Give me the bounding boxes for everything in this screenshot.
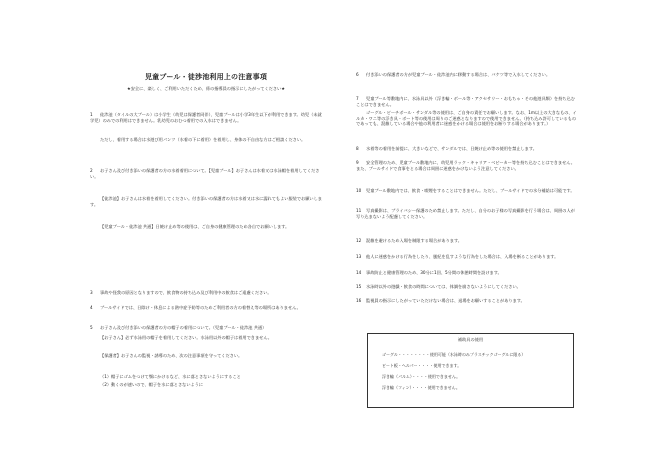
document-subtitle: ★安全に、楽しく、ご利用いただくため、係の指導員の指示にしたがってください★	[126, 86, 285, 91]
left-item-text: 【保護者】お子さんの監視・誘導のため、次の注意事項を守ってください。	[100, 353, 243, 358]
right-item	[356, 110, 578, 127]
left-item-text: プールサイドでは、日除け・休息による熱中症予防等のためご利用者の方の着替え等の場所はありません。	[100, 305, 301, 310]
right-item-number: 12	[356, 238, 362, 243]
right-item-text: 他人に迷惑をかける行為をしたり、風紀を乱すような行為をした場合は、入場を断ることがあります。	[366, 254, 559, 259]
left-item-text: ただし、着用する場合は水遊び用パンツ（水着の下に着用）を着用し、身体の不自由な方はご相談ください。	[100, 137, 306, 142]
left-item	[90, 224, 322, 230]
equipment-row: 浮き輪（フィン）・・・・使用できません。	[382, 385, 460, 390]
equipment-box	[367, 333, 574, 408]
right-item	[356, 160, 578, 171]
right-item	[356, 72, 578, 78]
left-item	[90, 382, 322, 388]
right-item	[356, 96, 578, 107]
equipment-row: ゴーグル・・・・・・・・使用可能（水泳時のみプラスチックゴーグルに限る）	[382, 352, 526, 357]
right-item	[356, 254, 578, 260]
right-item	[356, 284, 578, 290]
left-item-number: 4	[90, 305, 93, 310]
left-item-text: 【徒渉池】お子さんは水着を着用してください。付き添いの保護者の方は水着又は水に濡れてもよい服装でお願いします。	[90, 196, 322, 207]
equipment-box-title: 補助具の使用	[457, 337, 484, 342]
left-item-number: 2	[90, 168, 93, 173]
right-item-number: 7	[356, 96, 359, 101]
left-item	[90, 290, 322, 296]
equipment-row: ビート板・ヘルパー・・・・使用できます。	[382, 363, 462, 368]
left-item-number: 1	[90, 112, 93, 117]
right-item	[356, 146, 578, 152]
right-item-number: 11	[356, 208, 362, 213]
left-item-text: 【児童プール・徒渉池 共通】日焼け止め等の使用は、ご自身の健康管理のため各自でお願いします。	[100, 224, 290, 229]
right-item-number: 15	[356, 284, 362, 289]
right-item-text: ゴーグル・ビーチボール・サンダル等の使用は、ご自身の責任でお願いします。なお、1m以上の大きなもの、イルカ・ワニ等の浮き具・ボート等の使用は周りのご迷惑となりますので使用できません。（持ち込み許可しているものであっても、混雑している場合や他の利用者に迷惑をかける場合は使用をお断りする場合があります。）	[356, 110, 577, 127]
right-item-number: 13	[356, 254, 362, 259]
right-item-text: 水着等の着用を前提に、大きいなどで、サンダルでは、日焼け止め等の使用を禁止します。	[366, 146, 537, 151]
right-item-number: 6	[356, 72, 359, 77]
right-item-number: 14	[356, 270, 362, 275]
right-item-text: 混雑を避けるため入場を制限する場合があります。	[366, 238, 462, 243]
right-item	[356, 298, 578, 304]
right-item-text: 写真撮影は、プライバシー保護のため禁止します。ただし、自分のお子様の写真撮影を行う場合は、周囲の人が写り込まないよう配慮してください。	[356, 208, 575, 219]
left-item	[90, 196, 322, 207]
right-item-text: 事故防止と健康管理のため、30分に1回、5分間の休憩時間を設けます。	[366, 270, 502, 275]
right-item-number: 10	[356, 188, 362, 193]
left-item-text: 【お子さん】必ず水泳用の帽子を着用してください。水泳用以外の帽子は着用できません。	[100, 335, 272, 340]
right-item-text: 水泳時以外の遊戯・飲食の時間については、体調を崩さないようにしてください。	[366, 284, 521, 289]
left-item	[90, 374, 322, 380]
right-item-text: 安全管理のため、児童プール敷地内に、幼児用ラック・キャリア・ベビーカー等を持ち込むことはできません。また、プールサイドで食事をとる場合は周囲に迷惑をかけないよう注意してください。	[356, 160, 575, 171]
left-item-text: 徒渉池（タイルの大プール）は小学生（幼児は保護者同伴）、児童プールは小学3年生以下が利用できます。幼児（未就学児）のみでの利用はできません。乳幼児のおむつ着用での入水はできません。	[90, 112, 322, 123]
left-item-text: 事故や怪我の原因となりますので、飲食物の持ち込み及び利用中の飲食はご遠慮ください。	[100, 290, 272, 295]
left-item-number: 3	[90, 290, 93, 295]
right-item-text: 監視員の指示にしたがっていただけない場合は、退場をお願いすることがあります。	[366, 298, 525, 303]
left-item-text: （2）動くのが速いので、帽子を水に落とさないように	[100, 382, 204, 387]
left-item-text: お子さん及び付き添いの保護者の方の帽子の着用について。（児童プール・徒渉池 共通）	[100, 325, 267, 330]
left-item	[90, 325, 322, 331]
left-item-number: 5	[90, 325, 93, 330]
left-item-text: （1）帽子にゴムをつけて顎にかけるなど、水に落とさないようにすること	[100, 374, 241, 379]
left-item	[90, 112, 322, 123]
right-item-number: 9	[356, 160, 359, 165]
equipment-row: 浮き輪（パルム）・・・・使用できません。	[382, 374, 461, 379]
right-item	[356, 238, 578, 244]
document-title: 児童プール・徒渉池利用上の注意事項	[144, 73, 268, 81]
right-item	[356, 188, 578, 194]
right-item-number: 8	[356, 146, 359, 151]
left-item	[90, 137, 322, 143]
left-item	[90, 335, 322, 341]
right-item-text: 児童プール敷地内では、飲食・喫煙をすることはできません。ただし、プールサイドでの水分補給は可能です。	[366, 188, 575, 193]
right-item-text: 付き添いの保護者の方が児童プール・徒渉池内に移動する場合は、バケツ等で入水してください。	[366, 72, 551, 77]
left-item	[90, 168, 322, 179]
right-item	[356, 270, 578, 276]
right-item	[356, 208, 578, 219]
left-item	[90, 353, 322, 359]
left-item	[90, 305, 322, 311]
right-item-text: 児童プール等敷地内に、水泳具以外（浮き輪・ボール等・アクセサリー・おもちゃ・その他遊具類）を持ち込むことはできません。	[356, 96, 575, 107]
right-item-number: 16	[356, 298, 362, 303]
left-item-text: お子さん及び付き添いの保護者の方の水着着用について。【児童プール】お子さんは水着又は水泳帽を着用してください。	[90, 168, 320, 179]
